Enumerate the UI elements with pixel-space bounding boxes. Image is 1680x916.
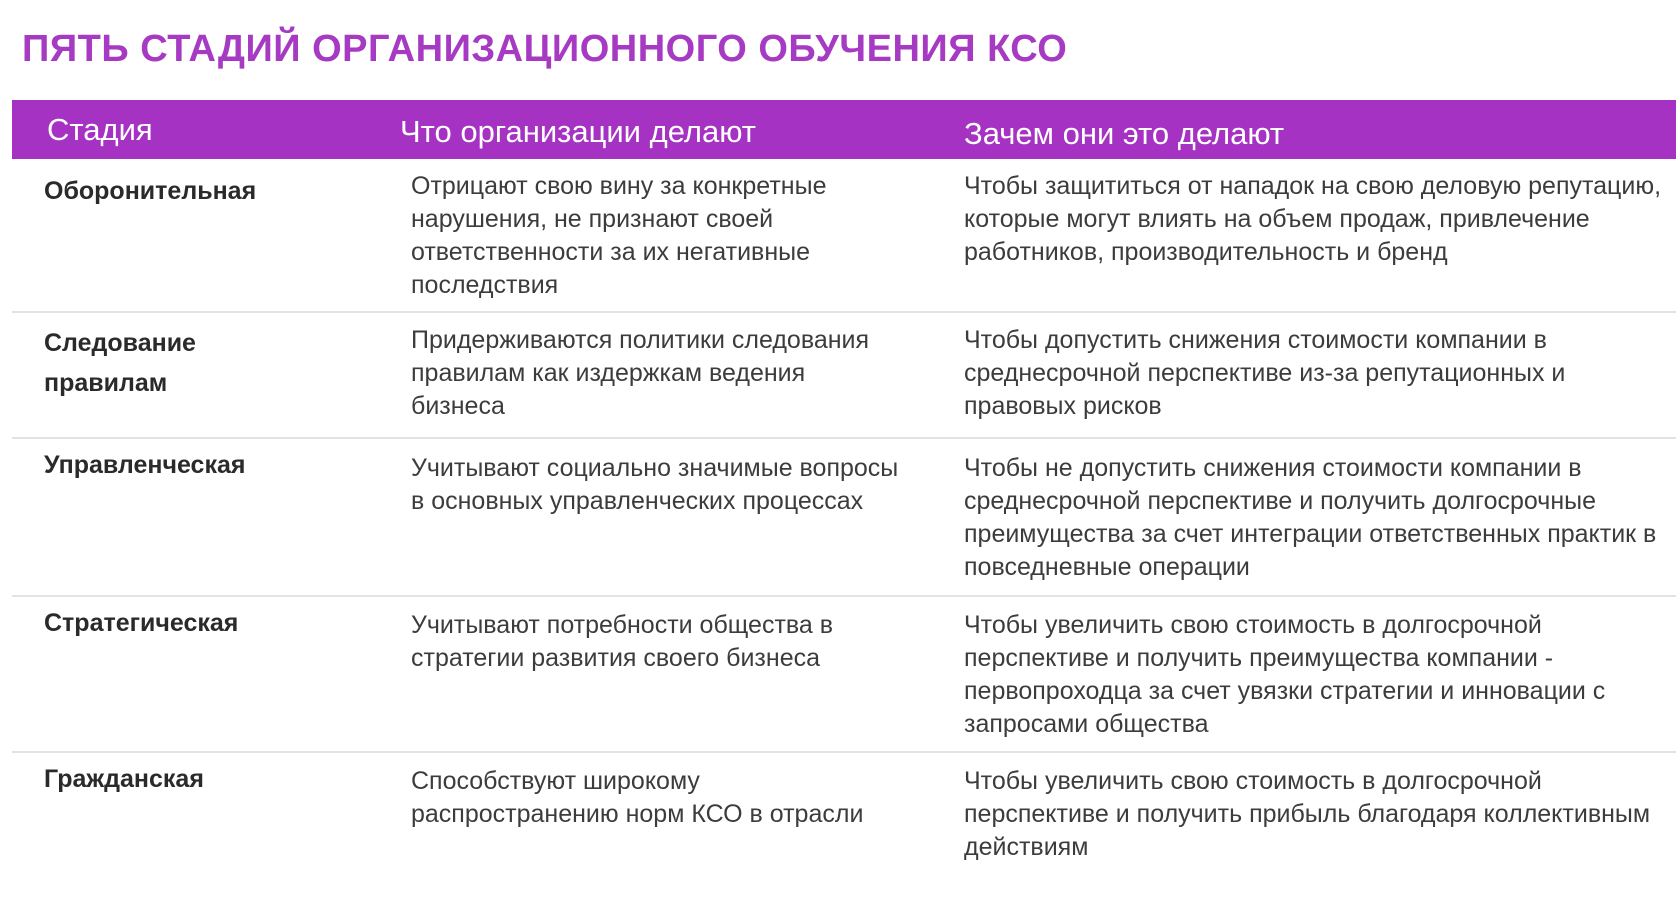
what-cell: Учитывают потребности общества в стратегии развития своего бизнеса <box>411 611 834 672</box>
why-cell: Чтобы допустить снижения стоимости компании в среднесрочной перспективе из-за репутационных и правовых рисков <box>964 326 1566 420</box>
table-row <box>12 313 1676 439</box>
what-cell: Придерживаются политики следования правилам как издержкам ведения бизнеса <box>411 326 870 420</box>
table-header <box>12 100 1676 159</box>
why-cell: Чтобы защититься от нападок на свою деловую репутацию, которые могут влиять на объем продаж, привлечение работников, производительность и бренд <box>964 172 1662 266</box>
stage-cell: Следование правилам <box>44 329 196 397</box>
header-what: Что организации делают <box>400 114 757 149</box>
stage-cell: Гражданская <box>44 765 204 793</box>
why-cell: Чтобы увеличить свою стоимость в долгосрочной перспективе и получить преимущества компании - первопроходца за счет увязки стратегии и инновации с запросами общества <box>964 611 1606 738</box>
why-cell: Чтобы увеличить свою стоимость в долгосрочной перспективе и получить прибыль благодаря коллективным действиям <box>964 767 1651 861</box>
table-row <box>12 597 1676 753</box>
what-cell: Отрицают свою вину за конкретные нарушения, не признают своей ответственности за их негативные последствия <box>411 172 827 299</box>
stage-cell: Управленческая <box>44 451 246 479</box>
stage-cell: Стратегическая <box>44 609 239 637</box>
stages-table <box>12 100 1676 903</box>
table-row <box>12 439 1676 597</box>
table-row <box>12 753 1676 903</box>
stage-cell: Оборонительная <box>44 177 257 205</box>
what-cell: Способствуют широкому распространению норм КСО в отрасли <box>411 767 864 828</box>
what-cell: Учитывают социально значимые вопросы в основных управленческих процессах <box>411 454 899 515</box>
why-cell: Чтобы не допустить снижения стоимости компании в среднесрочной перспективе и получить долгосрочные преимущества за счет интеграции ответственных практик в повседневные операции <box>964 454 1657 581</box>
page-title: ПЯТЬ СТАДИЙ ОРГАНИЗАЦИОННОГО ОБУЧЕНИЯ КСО <box>22 28 1068 70</box>
header-why: Зачем они это делают <box>964 116 1285 151</box>
table-row <box>12 159 1676 313</box>
header-stage: Стадия <box>47 112 153 147</box>
